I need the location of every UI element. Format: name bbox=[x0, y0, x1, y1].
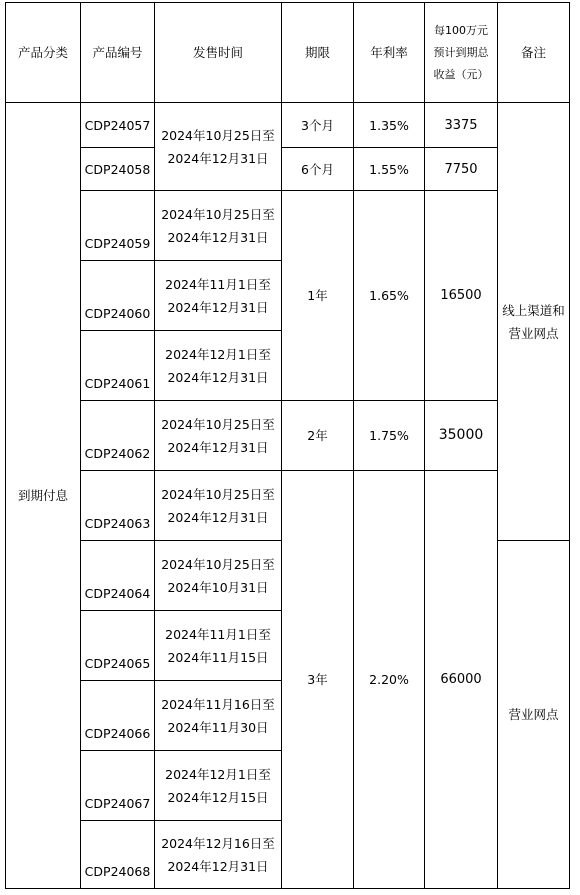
sale-period-start: 2024年10月25日至 bbox=[161, 416, 275, 432]
sale-period-start: 2024年12月1日至 bbox=[165, 346, 271, 362]
remark-line-1: 线上渠道和 bbox=[502, 302, 565, 318]
product-id-cell: CDP24058 bbox=[81, 148, 155, 191]
term-cell: 3个月 bbox=[282, 103, 354, 148]
remark-cell bbox=[498, 103, 570, 541]
product-id-cell: CDP24062 bbox=[81, 401, 155, 471]
term-cell: 6个月 bbox=[282, 148, 354, 191]
table-row bbox=[6, 471, 570, 541]
sale-period-end: 2024年12月31日 bbox=[167, 509, 269, 525]
header-category: 产品分类 bbox=[6, 3, 81, 103]
sale-period-start: 2024年12月16日至 bbox=[161, 835, 275, 851]
sale-period-start: 2024年12月1日至 bbox=[165, 766, 271, 782]
term-cell: 1年 bbox=[282, 191, 354, 401]
sale-period-cell bbox=[155, 681, 282, 751]
header-expected-return-line-1: 每100万元 bbox=[434, 23, 488, 37]
sale-period-start: 2024年11月1日至 bbox=[165, 276, 271, 292]
term-cell: 2年 bbox=[282, 401, 354, 471]
sale-period-cell bbox=[155, 331, 282, 401]
sale-period-end: 2024年12月15日 bbox=[167, 789, 269, 805]
product-id-cell: CDP24060 bbox=[81, 261, 155, 331]
sale-period-start: 2024年10月25日至 bbox=[161, 127, 275, 143]
return-cell: 66000 bbox=[425, 471, 498, 889]
sale-period-cell bbox=[155, 401, 282, 471]
sale-period-end: 2024年12月31日 bbox=[167, 858, 269, 874]
sale-period-cell bbox=[155, 751, 282, 821]
sale-period-start: 2024年10月25日至 bbox=[161, 206, 275, 222]
rate-cell: 1.55% bbox=[354, 148, 425, 191]
table-row bbox=[6, 148, 570, 191]
term-cell: 3年 bbox=[282, 471, 354, 889]
sale-period-start: 2024年11月1日至 bbox=[165, 626, 271, 642]
product-id-cell: CDP24067 bbox=[81, 751, 155, 821]
return-cell: 35000 bbox=[425, 401, 498, 471]
rate-cell: 1.75% bbox=[354, 401, 425, 471]
return-cell: 3375 bbox=[425, 103, 498, 148]
table-row bbox=[6, 401, 570, 471]
category-cell: 到期付息 bbox=[6, 103, 81, 889]
rate-cell: 2.20% bbox=[354, 471, 425, 889]
table-row bbox=[6, 103, 570, 148]
header-expected-return bbox=[425, 3, 498, 103]
header-row bbox=[6, 3, 570, 103]
header-product-id: 产品编号 bbox=[81, 3, 155, 103]
product-id-cell: CDP24063 bbox=[81, 471, 155, 541]
product-id-cell: CDP24066 bbox=[81, 681, 155, 751]
sale-period-cell bbox=[155, 261, 282, 331]
sale-period-end: 2024年10月31日 bbox=[167, 579, 269, 595]
sale-period-cell bbox=[155, 541, 282, 611]
sale-period-cell bbox=[155, 611, 282, 681]
sale-period-end: 2024年12月31日 bbox=[167, 439, 269, 455]
header-remark: 备注 bbox=[498, 3, 570, 103]
header-expected-return-line-2: 预计到期总 bbox=[433, 45, 489, 59]
sale-period-end: 2024年12月31日 bbox=[167, 229, 269, 245]
header-sale-period: 发售时间 bbox=[155, 3, 282, 103]
table-row bbox=[6, 191, 570, 261]
sale-period-end: 2024年12月31日 bbox=[167, 369, 269, 385]
product-id-cell: CDP24057 bbox=[81, 103, 155, 148]
return-cell: 7750 bbox=[425, 148, 498, 191]
header-expected-return-line-3: 收益（元） bbox=[433, 67, 489, 81]
sale-period-start: 2024年11月16日至 bbox=[161, 696, 275, 712]
product-id-cell: CDP24064 bbox=[81, 541, 155, 611]
remark-cell: 营业网点 bbox=[498, 541, 570, 889]
sale-period-end: 2024年12月31日 bbox=[167, 299, 269, 315]
sale-period-cell bbox=[155, 191, 282, 261]
sale-period-cell bbox=[155, 471, 282, 541]
sale-period-end: 2024年11月15日 bbox=[167, 649, 269, 665]
product-id-cell: CDP24065 bbox=[81, 611, 155, 681]
sale-period-cell bbox=[155, 821, 282, 889]
sale-period-start: 2024年10月25日至 bbox=[161, 556, 275, 572]
product-table bbox=[5, 2, 570, 889]
product-id-cell: CDP24061 bbox=[81, 331, 155, 401]
sale-period-end: 2024年11月30日 bbox=[167, 719, 269, 735]
rate-cell: 1.65% bbox=[354, 191, 425, 401]
header-rate: 年利率 bbox=[354, 3, 425, 103]
remark-line-2: 营业网点 bbox=[508, 325, 559, 341]
sale-period-start: 2024年10月25日至 bbox=[161, 486, 275, 502]
header-term: 期限 bbox=[282, 3, 354, 103]
product-id-cell: CDP24068 bbox=[81, 821, 155, 889]
product-id-cell: CDP24059 bbox=[81, 191, 155, 261]
sale-period-cell bbox=[155, 103, 282, 191]
sale-period-end: 2024年12月31日 bbox=[167, 150, 269, 166]
rate-cell: 1.35% bbox=[354, 103, 425, 148]
return-cell: 16500 bbox=[425, 191, 498, 401]
